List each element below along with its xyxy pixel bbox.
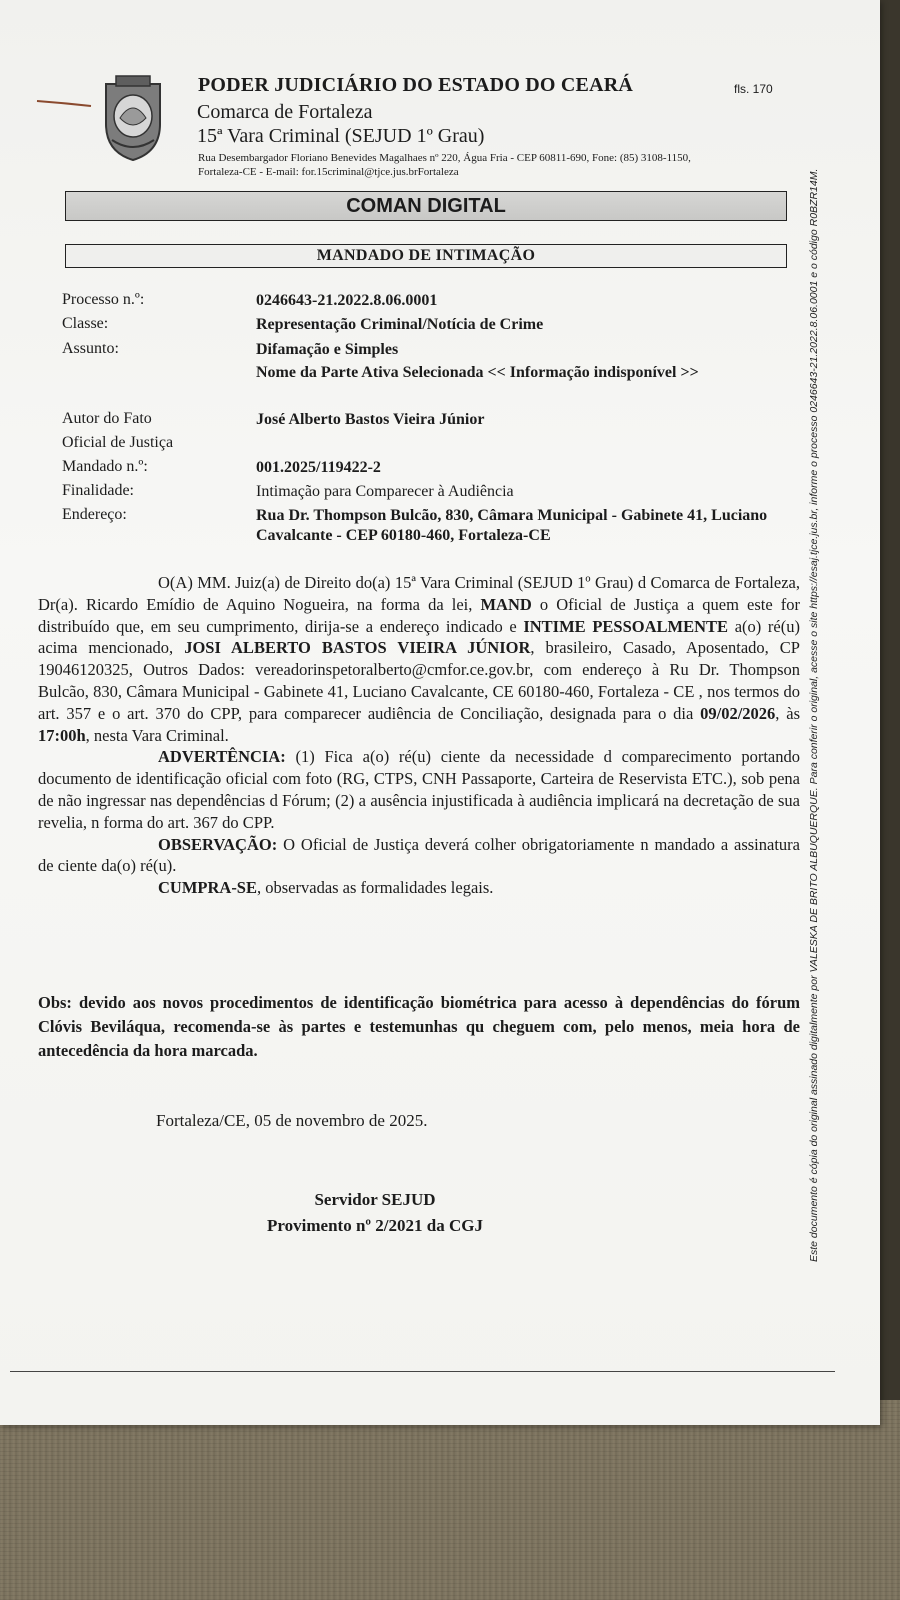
digital-signature-note: Este documento é cópia do original assinado digitalmente por VALESKA DE BRITO ALBUQUERQUE. Para conferir o original, acesse o site https://esaj.tjce.jus.br, informe o processo 0246643-21.2022.8.06.0001 e o código R0BZR14M. xyxy=(808,168,820,1262)
endereco-value: Rua Dr. Thompson Bulcão, 830, Câmara Municipal - Gabinete 41, Luciano Cavalcante - CEP 60180-460, Fortaleza-CE xyxy=(256,507,768,544)
autor-value: José Alberto Bastos Vieira Júnior xyxy=(256,411,485,428)
parte-ativa-value: Nome da Parte Ativa Selecionada << Informação indisponível >> xyxy=(256,364,699,381)
classe-value: Representação Criminal/Notícia de Crime xyxy=(256,316,544,333)
assunto-value: Difamação e Simples xyxy=(256,341,399,358)
vara-name: 15ª Vara Criminal (SEJUD 1º Grau) xyxy=(197,125,485,147)
mandado-body xyxy=(38,572,800,899)
page-number: fls. 170 xyxy=(734,82,773,96)
issue-date: Fortaleza/CE, 05 de novembro de 2025. xyxy=(156,1111,428,1130)
processo-value: 0246643-21.2022.8.06.0001 xyxy=(256,292,438,309)
signature-block xyxy=(200,1187,550,1239)
mandado-banner: MANDADO DE INTIMAÇÃO xyxy=(65,244,787,268)
court-address xyxy=(198,151,798,179)
classe-label: Classe: xyxy=(62,315,109,332)
servidor-title: Servidor SEJUD xyxy=(314,1190,436,1209)
biometric-notice: Obs: devido aos novos procedimentos de identificação biométrica para acesso à dependências do fórum Clóvis Beviláqua, recomenda-se às partes e testemunhas qu cheguem com, pelo menos, meia hora de antecedência da hora marcada. xyxy=(38,993,800,1060)
coat-of-arms-icon xyxy=(98,74,168,162)
footer-rule xyxy=(10,1371,835,1372)
main-paragraph: O(A) MM. Juiz(a) de Direito do(a) 15ª Vara Criminal (SEJUD 1º Grau) d Comarca de Fortaleza, Dr(a). Ricardo Emídio de Aquino Nogueira, na forma da lei, MAND o Oficial de Justiça a quem este for distribuído que, em seu cumprimento, dirija-se a endereço indicado e INTIME PESSOALMENTE a(o) ré(u) acima mencionado, JOSI ALBERTO BASTOS VIEIRA JÚNIOR, brasileiro, Casado, Aposentado, CP 19046120325, Outros Dados: vereadorinspetoralberto@cmfor.ce.gov.br, com endereço à Ru Dr. Thompson Bulcão, 830, Câmara Municipal - Gabinete 41, Luciano Cavalcante, CE 60180-460, Fortaleza - CE , nos termos do art. 357 e o art. 370 do CPP, para comparecer audiência de Conciliação, designada para o dia 09/02/2026, às 17:00h, nesta Vara Criminal. xyxy=(38,573,800,745)
finalidade-value: Intimação para Comparecer à Audiência xyxy=(256,483,514,500)
mandado-number-value: 001.2025/119422-2 xyxy=(256,459,381,476)
institution-title: PODER JUDICIÁRIO DO ESTADO DO CEARÁ xyxy=(198,74,633,96)
advertencia-paragraph: ADVERTÊNCIA: (1) Fica a(o) ré(u) ciente da necessidade d comparecimento portando documento de identificação oficial com foto (RG, CTPS, CNH Passaporte, Carteira de Reservista ETC.), sob pena de não ingressar nas dependências d Fórum; (2) a ausência injustificada à audiência implicará na decretação de sua revelia, n forma do art. 367 do CPP. xyxy=(38,747,800,832)
address-line-2: Fortaleza-CE - E-mail: for.15criminal@tjce.jus.brFortaleza xyxy=(198,166,459,178)
cumpra-se-paragraph: CUMPRA-SE, observadas as formalidades legais. xyxy=(158,878,494,898)
assunto-label: Assunto: xyxy=(62,340,119,357)
observacao-paragraph: OBSERVAÇÃO: O Oficial de Justiça deverá colher obrigatoriamente n mandado a assinatura de ciente da(o) ré(u). xyxy=(38,834,800,876)
autor-label: Autor do Fato xyxy=(62,410,152,427)
table-surface xyxy=(0,1400,900,1600)
comarca-name: Comarca de Fortaleza xyxy=(197,101,373,123)
provimento-line: Provimento nº 2/2021 da CGJ xyxy=(267,1216,483,1235)
processo-label: Processo n.º: xyxy=(62,291,145,308)
address-line-1: Rua Desembargador Floriano Benevides Magalhaes nº 220, Água Fria - CEP 60811-690, Fone: (85) 3108-1150, xyxy=(198,152,691,164)
pen-mark xyxy=(36,99,92,107)
finalidade-label: Finalidade: xyxy=(62,482,134,499)
coman-banner: COMAN DIGITAL xyxy=(65,191,787,221)
mandado-number-label: Mandado n.º: xyxy=(62,458,148,475)
endereco-label: Endereço: xyxy=(62,506,127,523)
oficial-label: Oficial de Justiça xyxy=(62,434,174,451)
